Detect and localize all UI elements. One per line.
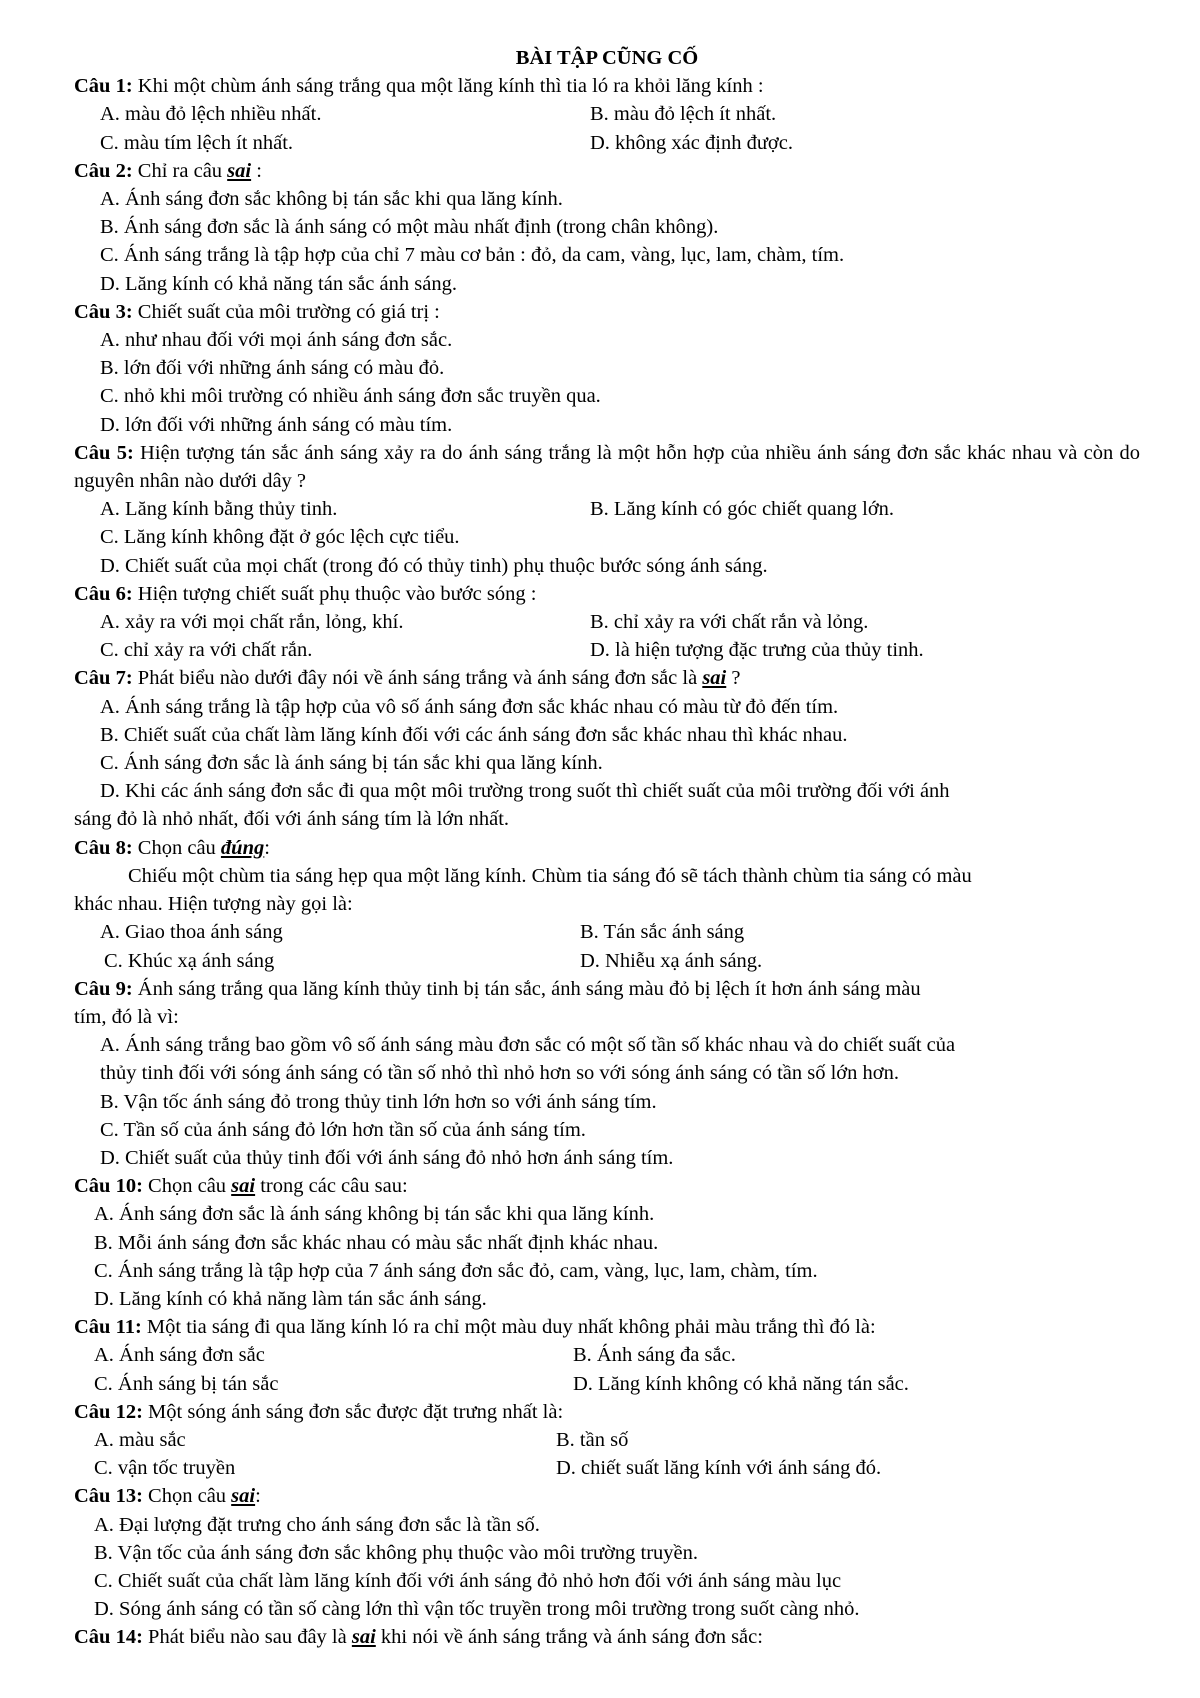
question-9 <box>74 975 1140 1003</box>
options-row <box>74 918 1140 946</box>
question-number: Câu 9: <box>74 977 133 1000</box>
option-b: B. lớn đối với những ánh sáng có màu đỏ. <box>100 357 445 380</box>
question-10 <box>74 1172 1140 1200</box>
question-text: Hiện tượng tán sắc ánh sáng xảy ra do ánh sáng trắng là một hỗn hợp của nhiều ánh sáng đơn sắc khác nhau và còn do nguyên nhân nào dưới dây ? <box>74 441 1140 493</box>
question-number: Câu 12: <box>74 1400 143 1423</box>
question-stem: Chiếu một chùm tia sáng hẹp qua một lăng kính. Chùm tia sáng đó sẽ tách thành chùm tia sáng có màu <box>128 864 972 887</box>
question-text-end: : <box>251 159 262 182</box>
options-row <box>74 1426 1140 1454</box>
option-c: C. Ánh sáng bị tán sắc <box>94 1372 279 1395</box>
options-row <box>74 1454 1140 1482</box>
option-b: B. Vận tốc ánh sáng đỏ trong thủy tinh lớn hơn so với ánh sáng tím. <box>100 1090 657 1113</box>
options-row <box>74 1370 1140 1398</box>
question-text: Ánh sáng trắng qua lăng kính thủy tinh bị tán sắc, ánh sáng màu đỏ bị lệch ít hơn ánh sáng màu <box>132 977 921 1000</box>
keyword: sai <box>231 1175 256 1198</box>
question-5 <box>74 439 1140 495</box>
option-c: C. Khúc xạ ánh sáng <box>104 949 275 972</box>
question-number: Câu 1: <box>74 75 133 98</box>
question-1 <box>74 72 1140 100</box>
question-text: Chọn câu <box>142 1175 232 1198</box>
question-text: Chọn câu <box>142 1485 232 1508</box>
options-row <box>74 636 1140 664</box>
option-a: A. Ánh sáng trắng bao gồm vô số ánh sáng màu đơn sắc có một số tần số khác nhau và do chiết suất của <box>100 1034 956 1057</box>
option-d: D. lớn đối với những ánh sáng có màu tím. <box>100 413 453 436</box>
option-d: D. Chiết suất của thủy tinh đối với ánh sáng đỏ nhỏ hơn ánh sáng tím. <box>100 1146 674 1169</box>
question-12 <box>74 1398 1140 1426</box>
option-c: C. màu tím lệch ít nhất. <box>100 131 294 154</box>
option-c: C. Tần số của ánh sáng đỏ lớn hơn tần số của ánh sáng tím. <box>100 1118 586 1141</box>
options-row <box>74 495 1140 523</box>
question-number: Câu 11: <box>74 1316 142 1339</box>
keyword: đúng <box>220 836 265 859</box>
option-b: B. Ánh sáng đa sắc. <box>573 1344 736 1367</box>
options-row <box>74 947 1140 975</box>
option-a: A. như nhau đối với mọi ánh sáng đơn sắc. <box>100 329 453 352</box>
question-number: Câu 10: <box>74 1175 143 1198</box>
options-row <box>74 1341 1140 1369</box>
question-text-end: : <box>255 1485 261 1508</box>
question-number: Câu 8: <box>74 836 133 859</box>
option-c: C. Ánh sáng đơn sắc là ánh sáng bị tán sắc khi qua lăng kính. <box>100 752 603 775</box>
question-text: Chiết suất của môi trường có giá trị : <box>132 300 440 323</box>
keyword: sai <box>351 1626 376 1649</box>
option-b: B. Ánh sáng đơn sắc là ánh sáng có một màu nhất định (trong chân không). <box>100 216 719 239</box>
question-13 <box>74 1482 1140 1510</box>
question-text: Chỉ ra câu <box>132 159 228 182</box>
question-stem-continued: khác nhau. Hiện tượng này gọi là: <box>74 893 353 916</box>
option-d: D. Sóng ánh sáng có tần số càng lớn thì vận tốc truyền trong môi trường trong suốt càng nhỏ. <box>94 1598 860 1621</box>
question-number: Câu 14: <box>74 1626 143 1649</box>
option-a: A. màu sắc <box>94 1428 186 1451</box>
option-a: A. Giao thoa ánh sáng <box>100 921 283 944</box>
option-b: B. Tán sắc ánh sáng <box>580 921 745 944</box>
question-7 <box>74 664 1140 692</box>
document-title: BÀI TẬP CŨNG CỐ <box>515 47 699 69</box>
option-b: B. tần số <box>556 1428 629 1451</box>
question-text-end: ? <box>726 667 741 690</box>
options-row <box>74 608 1140 636</box>
option-d: D. là hiện tượng đặc trưng của thủy tinh. <box>590 639 924 662</box>
question-11 <box>74 1313 1140 1341</box>
option-b: B. màu đỏ lệch ít nhất. <box>590 103 777 126</box>
option-a: A. Ánh sáng đơn sắc <box>94 1344 265 1367</box>
option-a: A. Ánh sáng đơn sắc là ánh sáng không bị tán sắc khi qua lăng kính. <box>94 1203 655 1226</box>
question-number: Câu 7: <box>74 667 133 690</box>
question-text: Chọn câu <box>132 836 221 859</box>
option-c: C. Lăng kính không đặt ở góc lệch cực tiểu. <box>100 526 460 549</box>
question-3 <box>74 298 1140 326</box>
question-6 <box>74 580 1140 608</box>
option-b: B. chỉ xảy ra với chất rắn và lỏng. <box>590 611 869 634</box>
question-text-end: trong các câu sau: <box>255 1175 408 1198</box>
option-c: C. Chiết suất của chất làm lăng kính đối với ánh sáng đỏ nhỏ hơn đối với ánh sáng màu lục <box>94 1569 842 1592</box>
option-c: C. Ánh sáng trắng là tập hợp của chỉ 7 màu cơ bản : đỏ, da cam, vàng, lục, lam, chàm, tím. <box>100 244 845 267</box>
option-a: A. Ánh sáng đơn sắc không bị tán sắc khi qua lăng kính. <box>100 188 563 211</box>
question-text: Một tia sáng đi qua lăng kính ló ra chỉ một màu duy nhất không phải màu trắng thì đó là: <box>141 1316 876 1339</box>
option-d-continued: sáng đỏ là nhỏ nhất, đối với ánh sáng tím là lớn nhất. <box>74 808 510 831</box>
option-c: C. nhỏ khi môi trường có nhiều ánh sáng đơn sắc truyền qua. <box>100 385 601 408</box>
question-text: Phát biểu nào dưới đây nói về ánh sáng trắng và ánh sáng đơn sắc là <box>132 667 703 690</box>
keyword: sai <box>231 1485 256 1508</box>
question-number: Câu 3: <box>74 300 133 323</box>
option-a: A. Đại lượng đặt trưng cho ánh sáng đơn sắc là tần số. <box>94 1513 540 1536</box>
option-a: A. xảy ra với mọi chất rắn, lỏng, khí. <box>100 611 404 634</box>
option-d: D. Nhiễu xạ ánh sáng. <box>580 949 763 972</box>
question-text-end: khi nói về ánh sáng trắng và ánh sáng đơn sắc: <box>375 1626 763 1649</box>
option-b: B. Mỗi ánh sáng đơn sắc khác nhau có màu sắc nhất định khác nhau. <box>94 1231 659 1254</box>
option-d: D. Lăng kính không có khả năng tán sắc. <box>573 1372 909 1395</box>
option-c: C. chỉ xảy ra với chất rắn. <box>100 639 313 662</box>
question-number: Câu 6: <box>74 582 133 605</box>
options-row <box>74 100 1140 128</box>
option-c: C. vận tốc truyền <box>94 1457 236 1480</box>
option-d: D. Chiết suất của mọi chất (trong đó có thủy tinh) phụ thuộc bước sóng ánh sáng. <box>100 554 768 577</box>
option-d: D. không xác định được. <box>590 131 793 154</box>
option-b: B. Chiết suất của chất làm lăng kính đối với các ánh sáng đơn sắc khác nhau thì khác nhau. <box>100 723 848 746</box>
question-text-continued: tím, đó là vì: <box>74 1005 179 1028</box>
option-a-continued: thủy tinh đối với sóng ánh sáng có tần số nhỏ thì nhỏ hơn so với sóng ánh sáng có tần số lớn hơn. <box>100 1062 899 1085</box>
option-d: D. Khi các ánh sáng đơn sắc đi qua một môi trường trong suốt thì chiết suất của môi trường đối với ánh <box>100 780 950 803</box>
question-text: Hiện tượng chiết suất phụ thuộc vào bước sóng : <box>132 582 537 605</box>
option-d: D. chiết suất lăng kính với ánh sáng đó. <box>556 1457 882 1480</box>
question-number: Câu 13: <box>74 1485 143 1508</box>
option-b: B. Lăng kính có góc chiết quang lớn. <box>590 498 895 521</box>
question-text-end: : <box>264 836 270 859</box>
keyword: sai <box>702 667 727 690</box>
question-text: Khi một chùm ánh sáng trắng qua một lăng kính thì tia ló ra khỏi lăng kính : <box>132 75 764 98</box>
question-number: Câu 2: <box>74 159 133 182</box>
option-c: C. Ánh sáng trắng là tập hợp của 7 ánh sáng đơn sắc đỏ, cam, vàng, lục, lam, chàm, tím. <box>94 1259 818 1282</box>
question-2 <box>74 157 1140 185</box>
option-b: B. Vận tốc của ánh sáng đơn sắc không phụ thuộc vào môi trường truyền. <box>94 1541 699 1564</box>
option-a: A. màu đỏ lệch nhiều nhất. <box>100 103 322 126</box>
option-a: A. Lăng kính bằng thủy tinh. <box>100 498 338 521</box>
question-14 <box>74 1623 1140 1651</box>
keyword: sai <box>227 159 252 182</box>
question-text: Một sóng ánh sáng đơn sắc được đặt trưng nhất là: <box>142 1400 564 1423</box>
question-text: Phát biểu nào sau đây là <box>142 1626 352 1649</box>
option-a: A. Ánh sáng trắng là tập hợp của vô số ánh sáng đơn sắc khác nhau có màu từ đỏ đến tím. <box>100 695 839 718</box>
option-d: D. Lăng kính có khả năng tán sắc ánh sáng. <box>100 272 457 295</box>
question-number: Câu 5: <box>74 441 134 464</box>
options-row <box>74 129 1140 157</box>
question-8 <box>74 834 1140 862</box>
option-d: D. Lăng kính có khả năng làm tán sắc ánh sáng. <box>94 1287 487 1310</box>
